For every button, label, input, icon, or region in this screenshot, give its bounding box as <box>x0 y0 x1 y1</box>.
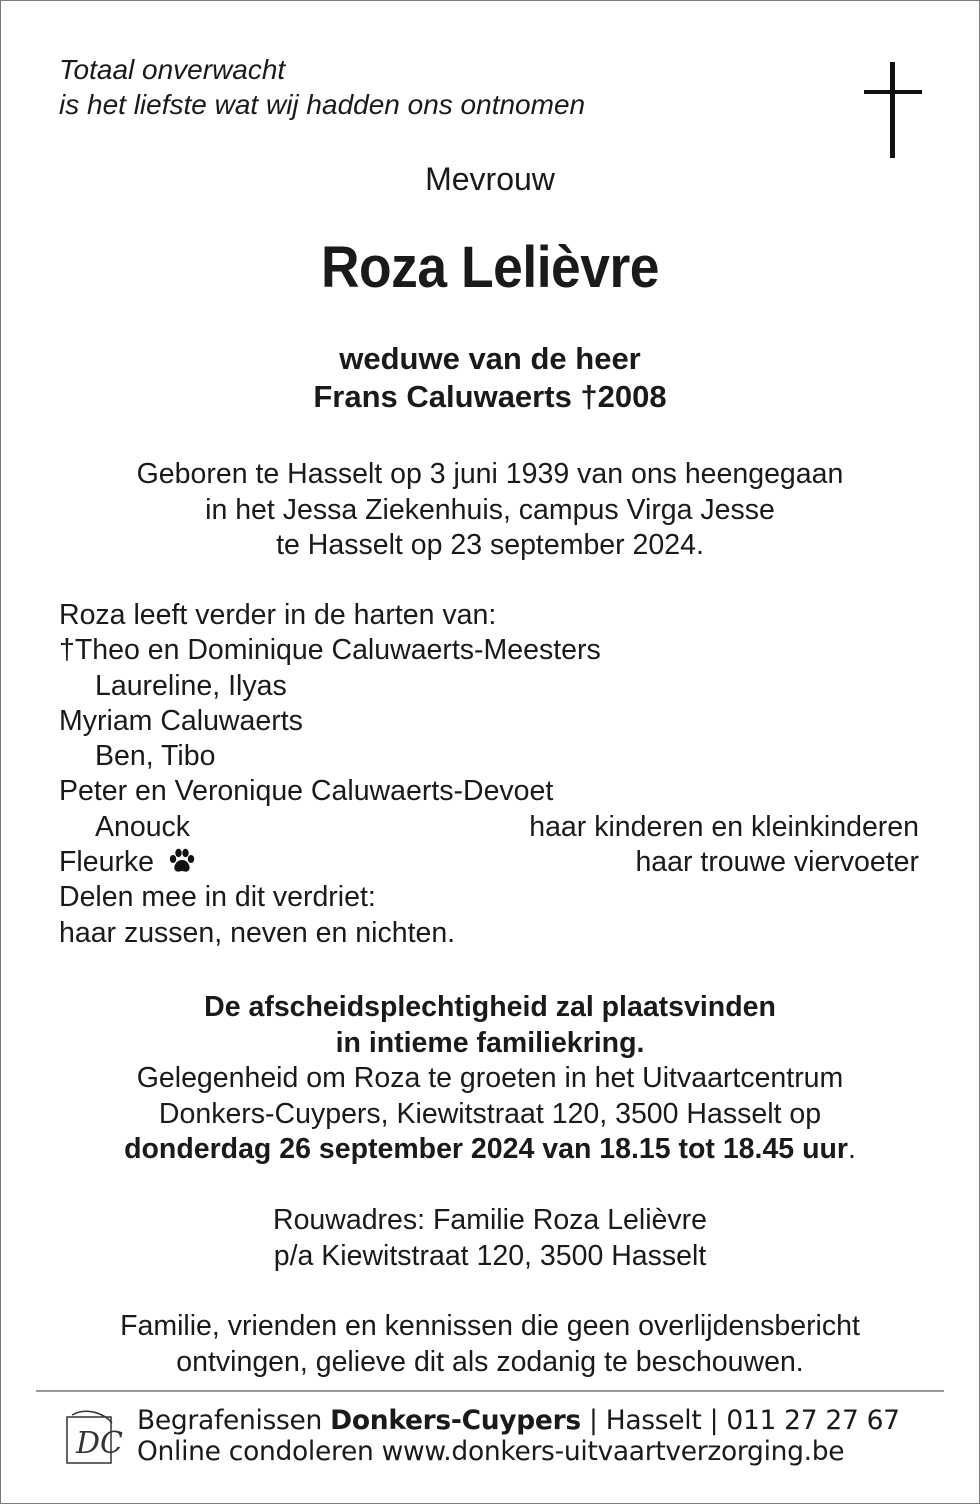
family-grandchildren: Ben, Tibo <box>95 740 216 773</box>
footer-line-contact <box>137 1405 900 1436</box>
family-intro: Delen mee in dit verdriet: <box>59 881 376 914</box>
family-list <box>59 598 919 951</box>
relation-label: haar kinderen en kleinkinderen <box>529 810 919 843</box>
pet-row <box>59 845 919 880</box>
widow-of <box>0 340 980 416</box>
address-line: Rouwadres: Familie Roza Lelièvre <box>272 1204 707 1236</box>
family-member: Peter en Veronique Caluwaerts-Devoet <box>59 775 554 808</box>
notice-line: Familie, vrienden en kennissen die geen overlijdensbericht <box>120 1310 860 1342</box>
footer-location-phone: | Hasselt | 011 27 27 67 <box>580 1405 900 1436</box>
birth-death-line: in het Jessa Ziekenhuis, campus Virga Jesse <box>205 493 775 526</box>
honorific: Mevrouw <box>425 161 555 197</box>
notice-line: ontvingen, gelieve dit als zodanig te beschouwen. <box>176 1345 804 1378</box>
motto-line: Totaal onverwacht <box>59 54 286 85</box>
latin-cross-icon <box>864 62 922 158</box>
family-grandchildren-row <box>59 810 919 845</box>
deceased-name: Roza Lelièvre <box>320 235 660 300</box>
pet-name: Fleurke <box>59 846 155 879</box>
family-member: haar zussen, neven en nichten. <box>59 916 456 949</box>
widow-line: Frans Caluwaerts †2008 <box>313 379 667 414</box>
footer-prefix: Begrafenissen <box>137 1405 331 1436</box>
footer <box>137 1405 900 1467</box>
ceremony-date-line <box>0 1132 980 1168</box>
family-grandchildren: Laureline, Ilyas <box>95 669 287 702</box>
logo-text: DC <box>76 1426 124 1461</box>
family-member: Myriam Caluwaerts <box>59 704 303 737</box>
address-line: p/a Kiewitstraat 120, 3500 Hasselt <box>273 1239 707 1272</box>
footer-condolence-link[interactable]: Online condoleren www.donkers-uitvaartverzorging.be <box>137 1436 845 1467</box>
family-member: †Theo en Dominique Caluwaerts-Meesters <box>59 634 601 667</box>
ceremony-date-end: . <box>847 1133 856 1165</box>
ceremony-line: Gelegenheid om Roza te groeten in het Uitvaartcentrum <box>136 1062 844 1094</box>
divider <box>36 1390 944 1392</box>
family-grandchildren: Anouck <box>95 810 191 843</box>
relation-label: haar trouwe viervoeter <box>635 846 919 879</box>
donkers-cuypers-logo-icon <box>66 1409 124 1465</box>
motto <box>59 52 585 122</box>
paw-print-icon <box>168 848 196 874</box>
ceremony-date: donderdag 26 september 2024 van 18.15 tot 18.45 uur <box>124 1133 848 1165</box>
ceremony-heading: in intieme familiekring. <box>335 1026 645 1059</box>
family-intro: Roza leeft verder in de harten van: <box>59 599 497 631</box>
motto-line: is het liefste wat wij hadden ons ontnomen <box>59 89 586 120</box>
birth-death-line: Geboren te Hasselt op 3 juni 1939 van ons heengegaan <box>136 458 844 490</box>
birth-death-line: te Hasselt op 23 september 2024. <box>276 529 704 561</box>
ceremony-line: Donkers-Cuypers, Kiewitstraat 120, 3500 Hasselt op <box>158 1097 822 1130</box>
ceremony-info <box>0 990 980 1168</box>
birth-death-info <box>0 457 980 564</box>
widow-line: weduwe van de heer <box>339 341 641 376</box>
ceremony-heading: De afscheidsplechtigheid zal plaatsvinden <box>204 991 776 1023</box>
notice <box>0 1309 980 1380</box>
funeral-home-name: Donkers-Cuypers <box>330 1405 581 1436</box>
mourning-address <box>0 1203 980 1274</box>
